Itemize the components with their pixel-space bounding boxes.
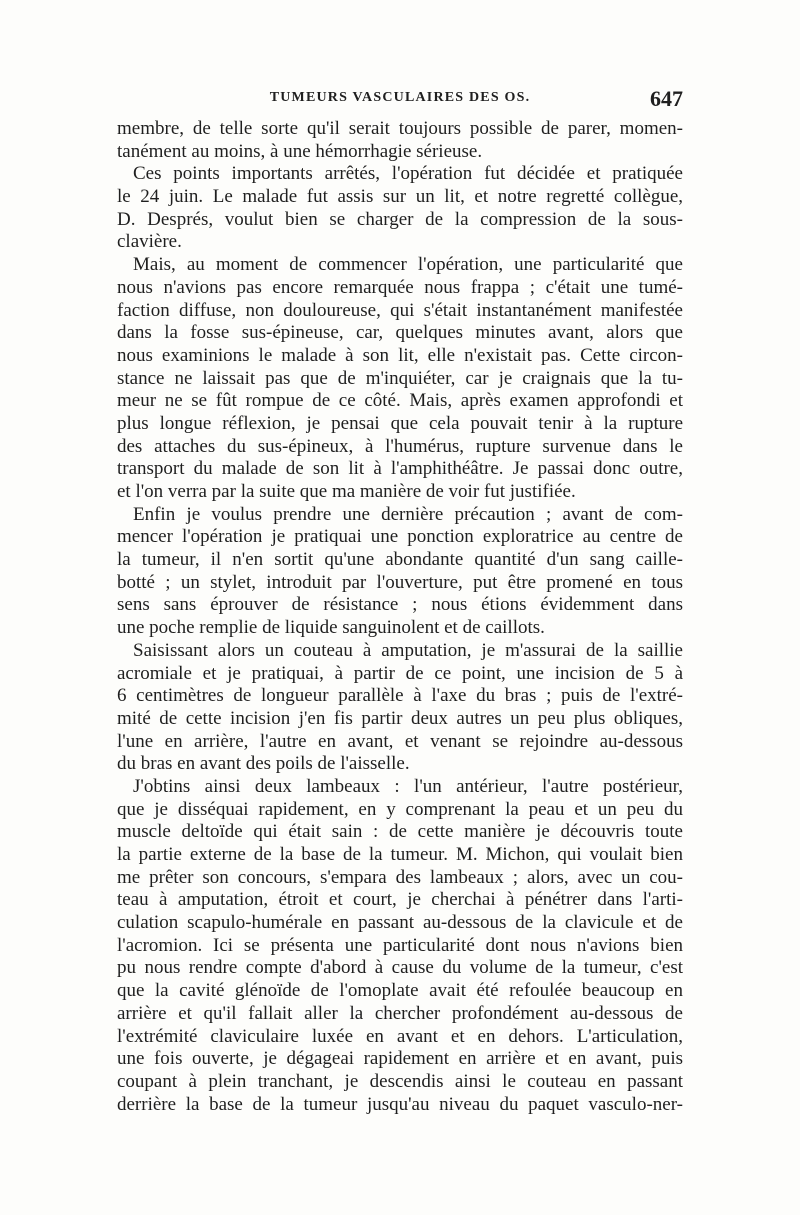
text-line: des attaches du sus-épineux, à l'humérus, rupture survenue dans le: [117, 435, 683, 457]
text-line: l'extrémité claviculaire luxée en avant et en dehors. L'articulation,: [117, 1025, 683, 1047]
text-line: la tumeur, il n'en sortit qu'une abondante quantité d'un sang caille-: [117, 549, 683, 571]
text-line: tanément au moins, à une hémorrhagie sérieuse.: [117, 140, 483, 162]
text-line: acromiale et je pratiquai, à partir de ce point, une incision de 5 à: [117, 662, 683, 684]
text-line: J'obtins ainsi deux lambeaux : l'un antérieur, l'autre postérieur,: [133, 775, 683, 797]
text-line: stance ne laissait pas que de m'inquiéter, car je craignais que la tu-: [117, 367, 683, 389]
text-line: nous examinions le malade à son lit, elle n'existait pas. Cette circon-: [117, 344, 683, 366]
text-line: la partie externe de la base de la tumeur. M. Michon, qui voulait bien: [117, 844, 683, 865]
text-line: l'acromion. Ici se présenta une particularité dont nous n'avions bien: [117, 934, 683, 956]
text-line: derrière la base de la tumeur jusqu'au niveau du paquet vasculo-ner-: [117, 1093, 683, 1115]
text-line: nous n'avions pas encore remarquée nous frappa ; c'était une tumé-: [117, 276, 683, 298]
text-line: clavière.: [117, 231, 182, 253]
page-number: 647: [650, 86, 683, 111]
text-line: une fois ouverte, je dégageai rapidement en arrière et en avant, puis: [117, 1048, 683, 1070]
running-head: [117, 86, 683, 114]
body-text: [117, 118, 683, 1116]
text-line: du bras en avant des poils de l'aisselle.: [117, 753, 410, 775]
text-line: D. Després, voulut bien se charger de la compression de la sous-: [117, 208, 683, 230]
text-line: meur ne se fût rompue de ce côté. Mais, après examen approfondi et: [117, 390, 683, 412]
text-line: l'une en arrière, l'autre en avant, et venant se rejoindre au-dessous: [117, 730, 683, 752]
text-line: mencer l'opération je pratiquai une ponction exploratrice au centre de: [117, 526, 683, 548]
running-title: TUMEURS VASCULAIRES DES OS.: [269, 90, 531, 105]
text-line: mité de cette incision j'en fis partir deux autres un peu plus obliques,: [117, 707, 683, 729]
text-line: culation scapulo-humérale en passant au-dessous de la clavicule et de: [117, 912, 683, 934]
text-line: que je disséquai rapidement, en y comprenant la peau et un peu du: [117, 798, 683, 820]
text-line: le 24 juin. Le malade fut assis sur un lit, et notre regretté collègue,: [117, 186, 683, 208]
text-line: dans la fosse sus-épineuse, car, quelques minutes avant, alors que: [117, 322, 683, 344]
text-line: Enfin je voulus prendre une dernière précaution ; avant de com-: [133, 503, 683, 525]
text-line: transport du malade de son lit à l'amphithéâtre. Je passai donc outre,: [117, 458, 683, 480]
text-line: arrière et qu'il fallait aller la chercher profondément au-dessous de: [117, 1002, 683, 1024]
text-line: botté ; un stylet, introduit par l'ouverture, put être promené en tous: [117, 571, 683, 593]
text-line: et l'on verra par la suite que ma manière de voir fut justifiée.: [117, 481, 576, 502]
text-line: faction diffuse, non douloureuse, qui s'était instantanément manifestée: [117, 299, 683, 321]
text-line: Mais, au moment de commencer l'opération, une particularité que: [133, 254, 683, 276]
text-line: plus longue réflexion, je pensai que cela pouvait tenir à la rupture: [117, 412, 683, 434]
text-line: muscle deltoïde qui était sain : de cette manière je découvris toute: [117, 821, 683, 843]
text-line: me prêter son concours, s'empara des lambeaux ; alors, avec un cou-: [117, 866, 683, 888]
text-line: Ces points importants arrêtés, l'opération fut décidée et pratiquée: [133, 163, 683, 185]
text-line: coupant à plein tranchant, je descendis ainsi le couteau en passant: [117, 1070, 683, 1092]
text-line: membre, de telle sorte qu'il serait toujours possible de parer, momen-: [117, 118, 683, 139]
text-line: pu nous rendre compte d'abord à cause du volume de la tumeur, c'est: [117, 957, 683, 979]
text-line: sens sans éprouver de résistance ; nous étions évidemment dans: [117, 594, 683, 616]
text-line: 6 centimètres de longueur parallèle à l'axe du bras ; puis de l'extré-: [117, 685, 683, 707]
text-line: une poche remplie de liquide sanguinolent et de caillots.: [117, 617, 545, 639]
text-line: que la cavité glénoïde de l'omoplate avait été refoulée beaucoup en: [117, 980, 683, 1002]
text-line: Saisissant alors un couteau à amputation, je m'assurai de la saillie: [133, 639, 683, 661]
text-line: teau à amputation, étroit et court, je cherchai à pénétrer dans l'arti-: [117, 889, 683, 911]
